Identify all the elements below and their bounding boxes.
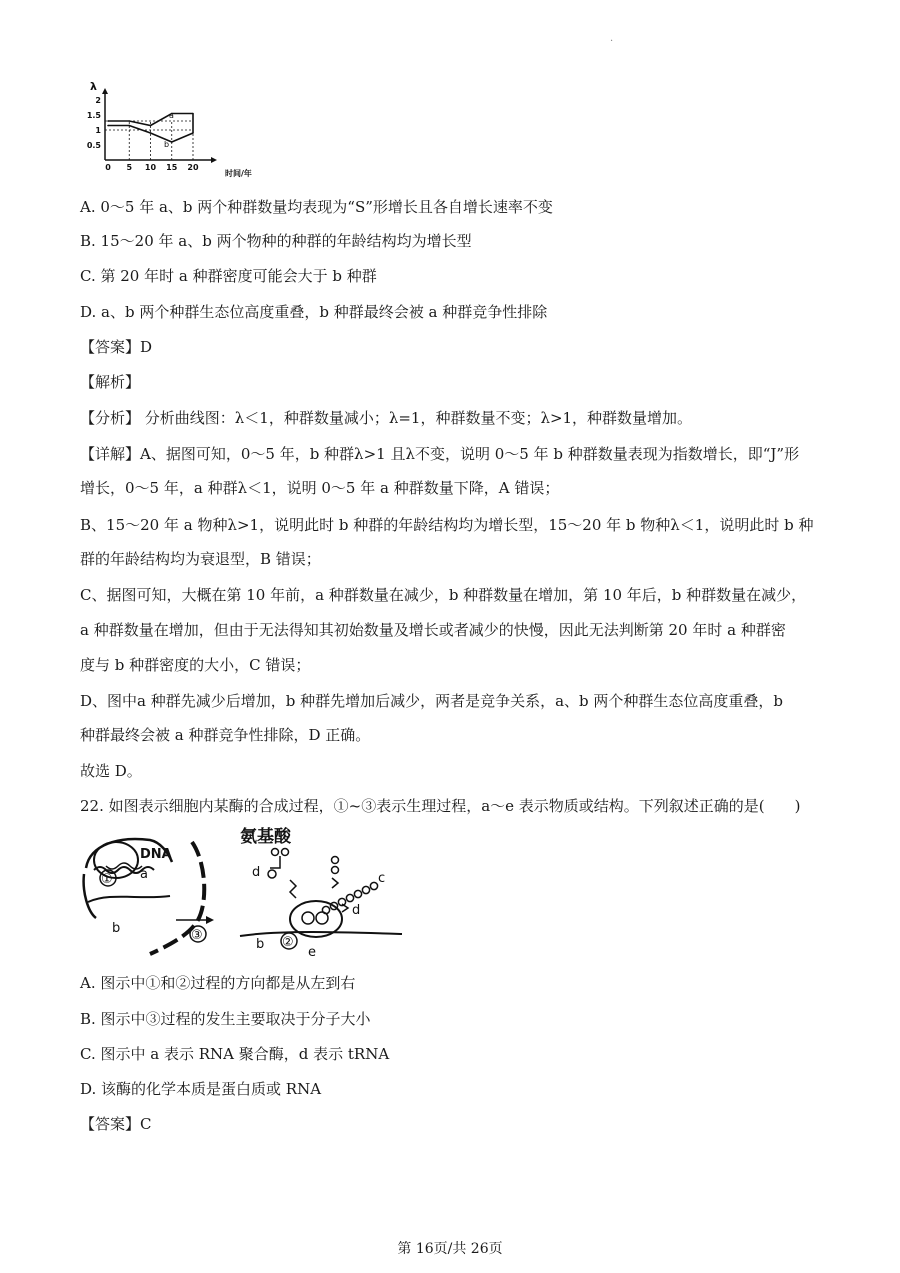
curve-b-label: b: [164, 140, 170, 149]
trna-left-stem: [270, 856, 280, 868]
q21-option-d: D. a、b 两个种群生态位高度重叠，b 种群最终会被 a 种群竞争性排除: [80, 303, 548, 321]
q21-detail-5: C、据图可知，大概在第 10 年前，a 种群数量在减少，b 种群数量在增加，第 10 年后，b 种群数量在减少，: [80, 586, 807, 604]
data-point-b: [171, 141, 173, 143]
peptide-bead: [354, 890, 361, 897]
ribosome-site-1: [302, 912, 314, 924]
data-point-a: [128, 120, 130, 122]
data-point-b: [150, 132, 152, 134]
q22-option-d: D. 该酶的化学本质是蛋白质或 RNA: [80, 1080, 322, 1098]
q22-answer: 【答案】C: [80, 1115, 152, 1133]
peptide-bead: [370, 882, 377, 889]
header-mark: ·: [610, 36, 614, 47]
q22-option-b: B. 图示中③过程的发生主要取决于分子大小: [80, 1010, 371, 1028]
trna-right: [342, 904, 348, 912]
label-d-left: d: [252, 865, 261, 880]
chart-gridlines: [105, 121, 193, 160]
q22-option-a: A. 图示中①和②过程的方向都是从左到右: [80, 974, 356, 992]
q21-detail-9: 种群最终会被 a 种群竞争性排除，D 正确。: [80, 726, 371, 744]
peptide-bead: [346, 894, 353, 901]
page-footer: 第 16页/共 26页: [397, 1241, 503, 1257]
q22-option-c: C. 图示中 a 表示 RNA 聚合酶，d 表示 tRNA: [80, 1045, 390, 1063]
step1-label: ①: [101, 872, 113, 887]
free-amino-acid-3: [332, 857, 339, 864]
free-amino-acid-4: [332, 867, 339, 874]
trna-left-head: [268, 870, 276, 878]
peptide-chain: [322, 882, 377, 913]
x-tick-label: 0: [105, 163, 111, 172]
free-trna: [332, 878, 338, 888]
label-b-right: b: [256, 937, 265, 952]
trna-left-body: [290, 880, 296, 898]
x-tick-label: 15: [166, 163, 178, 172]
peptide-bead: [362, 886, 369, 893]
x-tick-label: 5: [126, 163, 133, 172]
dna-label: DNA: [140, 847, 172, 862]
nuclear-membrane-bottom: [84, 874, 96, 918]
q21-detail-8: D、图中a 种群先减少后增加，b 种群先增加后减少，两者是竞争关系，a、b 两个种群生态位高度重叠，b: [80, 692, 784, 710]
curve-a-label: a: [169, 111, 174, 120]
x-tick-label: 20: [187, 163, 199, 172]
x-tick-label: 10: [144, 163, 157, 172]
y-tick-label: 0.5: [86, 141, 101, 150]
q21-detail-4: 群的年龄结构均为衰退型，B 错误；: [80, 550, 321, 568]
label-e: e: [308, 945, 316, 957]
q21-detail-7: 度与 b 种群密度的大小，C 错误；: [80, 656, 311, 674]
step2-label: ②: [282, 935, 294, 950]
amino-acid-label: 氨基酸: [240, 827, 291, 847]
mrna-left: [88, 896, 170, 902]
enzyme-synthesis-diagram: [80, 822, 410, 957]
q21-option-a: A. 0～5 年 a、b 两个种群数量均表现为“S”形增长且各自增长速率不变: [80, 198, 553, 216]
q21-detail-3: B、15～20 年 a 物种λ>1，说明此时 b 种群的年龄结构均为增长型，15～20 年 b 物种λ＜1，说明此时 b 种: [80, 516, 814, 534]
q21-detail-2: 增长，0～5 年，a 种群λ＜1，说明 0～5 年 a 种群数量下降，A 错误；: [80, 479, 560, 497]
q21-detail-1: 【详解】A、据图可知，0～5 年，b 种群λ>1 且λ不变，说明 0～5 年 b 种群数量表现为指数增长，即“J”形: [80, 445, 800, 463]
lambda-chart: [80, 80, 280, 180]
step3-label: ③: [191, 928, 203, 943]
y-tick-label: 2: [95, 96, 101, 105]
transport-arrow-head: [206, 916, 214, 924]
q21-option-b: B. 15～20 年 a、b 两个物种的种群的年龄结构均为增长型: [80, 232, 472, 250]
label-c: c: [378, 871, 386, 886]
data-point-b: [128, 125, 130, 127]
x-axis-arrow: [211, 157, 217, 163]
y-axis-label: λ: [90, 80, 97, 93]
q21-analysis: 【分析】 分析曲线图：λ＜1，种群数量减小；λ=1，种群数量不变；λ>1，种群数量增加。: [80, 409, 693, 427]
free-amino-acid-2: [282, 849, 289, 856]
q21-conclusion: 故选 D。: [80, 762, 142, 780]
data-point-a: [107, 120, 109, 122]
y-tick-label: 1: [95, 126, 101, 135]
data-point-a: [150, 125, 152, 127]
y-tick-label: 1.5: [86, 111, 101, 120]
label-d-right: d: [352, 903, 361, 918]
data-point-b: [107, 125, 109, 127]
free-amino-acid-1: [272, 849, 279, 856]
q21-answer: 【答案】D: [80, 338, 153, 356]
ribosome-site-2: [316, 912, 328, 924]
mrna-right: [240, 932, 402, 936]
q21-detail-6: a 种群数量在增加，但由于无法得知其初始数量及增长或者减少的快慢，因此无法判断第 20 年时 a 种群密: [80, 621, 786, 639]
x-axis-label: 时间/年: [225, 169, 252, 178]
label-a: a: [140, 867, 148, 882]
label-b-left: b: [112, 921, 121, 936]
q21-option-c: C. 第 20 年时 a 种群密度可能会大于 b 种群: [80, 267, 377, 285]
q21-analysis-title: 【解析】: [80, 373, 141, 391]
q22-stem: 22. 如图表示细胞内某酶的合成过程，①~③表示生理过程，a～e 表示物质或结构。下列叙述正确的是( ): [80, 797, 801, 815]
y-axis-arrow: [102, 88, 108, 94]
